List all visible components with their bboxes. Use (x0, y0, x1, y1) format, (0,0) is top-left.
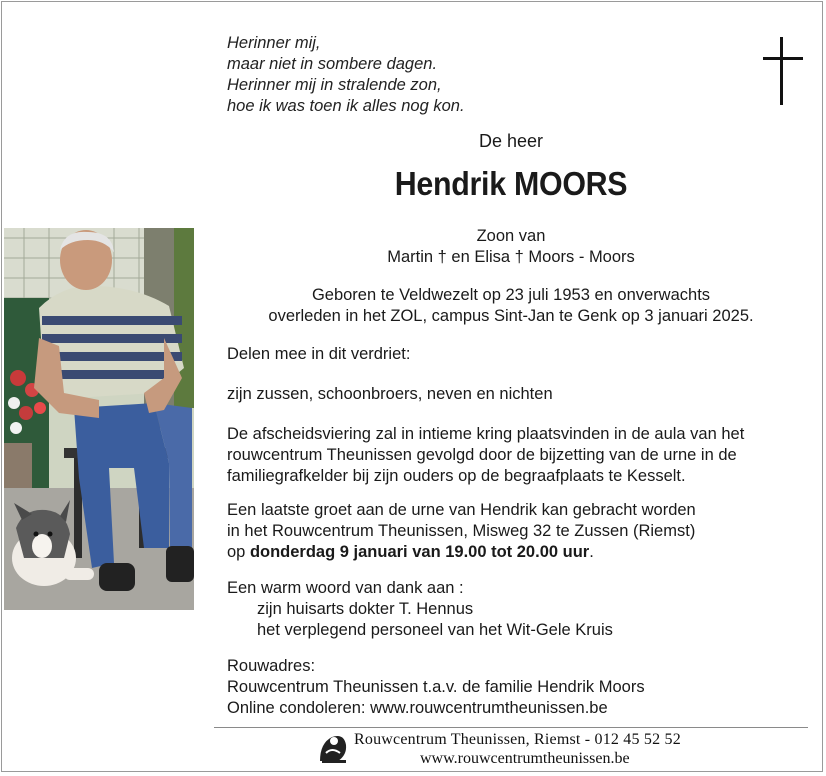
birth-line: Geboren te Veldwezelt op 23 juli 1953 en onverwachts (311, 286, 711, 304)
visit-datetime: donderdag 9 januari van 19.00 tot 20.00 uur (249, 543, 590, 561)
deceased-name: Hendrik MOORS (394, 165, 628, 202)
family-line: zijn zussen, schoonbroers, neven en nichten (227, 385, 553, 403)
parents-intro: Zoon van (476, 227, 546, 245)
parents-block (214, 226, 808, 268)
footer-divider (214, 727, 808, 728)
poem-line: maar niet in sombere dagen. (227, 55, 438, 73)
visit-suffix: . (589, 543, 594, 561)
poem-line: Herinner mij, (227, 34, 321, 52)
visit-block (227, 500, 696, 563)
footer (354, 730, 681, 768)
thanks-item: het verplegend personeel van het Wit-Gele Kruis (257, 621, 613, 639)
footer-website[interactable]: www.rouwcentrumtheunissen.be (420, 750, 630, 767)
death-line: overleden in het ZOL, campus Sint-Jan te Genk op 3 januari 2025. (268, 307, 754, 325)
visit-prefix: op (227, 543, 250, 561)
birth-death-block (214, 285, 808, 327)
thanks-intro: Een warm woord van dank aan : (227, 579, 464, 597)
ceremony-line: De afscheidsviering zal in intieme kring plaatsvinden in de aula van het (227, 425, 745, 443)
ceremony-block (227, 424, 744, 487)
visit-line-3 (227, 542, 696, 563)
ceremony-line: familiegrafkelder bij zijn ouders op de begraafplaats te Kesselt. (227, 467, 686, 485)
funeral-notice-card (1, 1, 823, 772)
ceremony-line: rouwcentrum Theunissen gevolgd door de bijzetting van de urne in de (227, 446, 737, 464)
address-label: Rouwadres: (227, 657, 316, 675)
footer-contact: Rouwcentrum Theunissen, Riemst - 012 45 52 52 (354, 731, 681, 748)
thanks-item: zijn huisarts dokter T. Hennus (257, 600, 474, 618)
visit-line-1: Een laatste groet aan de urne van Hendrik kan gebracht worden (227, 501, 696, 519)
poem-line: hoe ik was toen ik alles nog kon. (227, 97, 465, 115)
condolence-link[interactable]: Online condoleren: www.rouwcentrumtheunissen.be (227, 699, 608, 717)
poem-line: Herinner mij in stralende zon, (227, 76, 442, 94)
visit-line-2: in het Rouwcentrum Theunissen, Misweg 32 te Zussen (Riemst) (227, 522, 696, 540)
title-prefix: De heer (478, 131, 544, 151)
cross-icon (763, 37, 803, 105)
parents-names: Martin † en Elisa † Moors - Moors (387, 248, 635, 266)
address-line: Rouwcentrum Theunissen t.a.v. de familie Hendrik Moors (227, 678, 645, 696)
share-line: Delen mee in dit verdriet: (227, 345, 411, 363)
address-block (227, 656, 645, 719)
portrait-photo (4, 228, 194, 610)
thanks-block (227, 578, 613, 641)
funeral-home-logo (316, 731, 350, 765)
poem (227, 33, 465, 117)
